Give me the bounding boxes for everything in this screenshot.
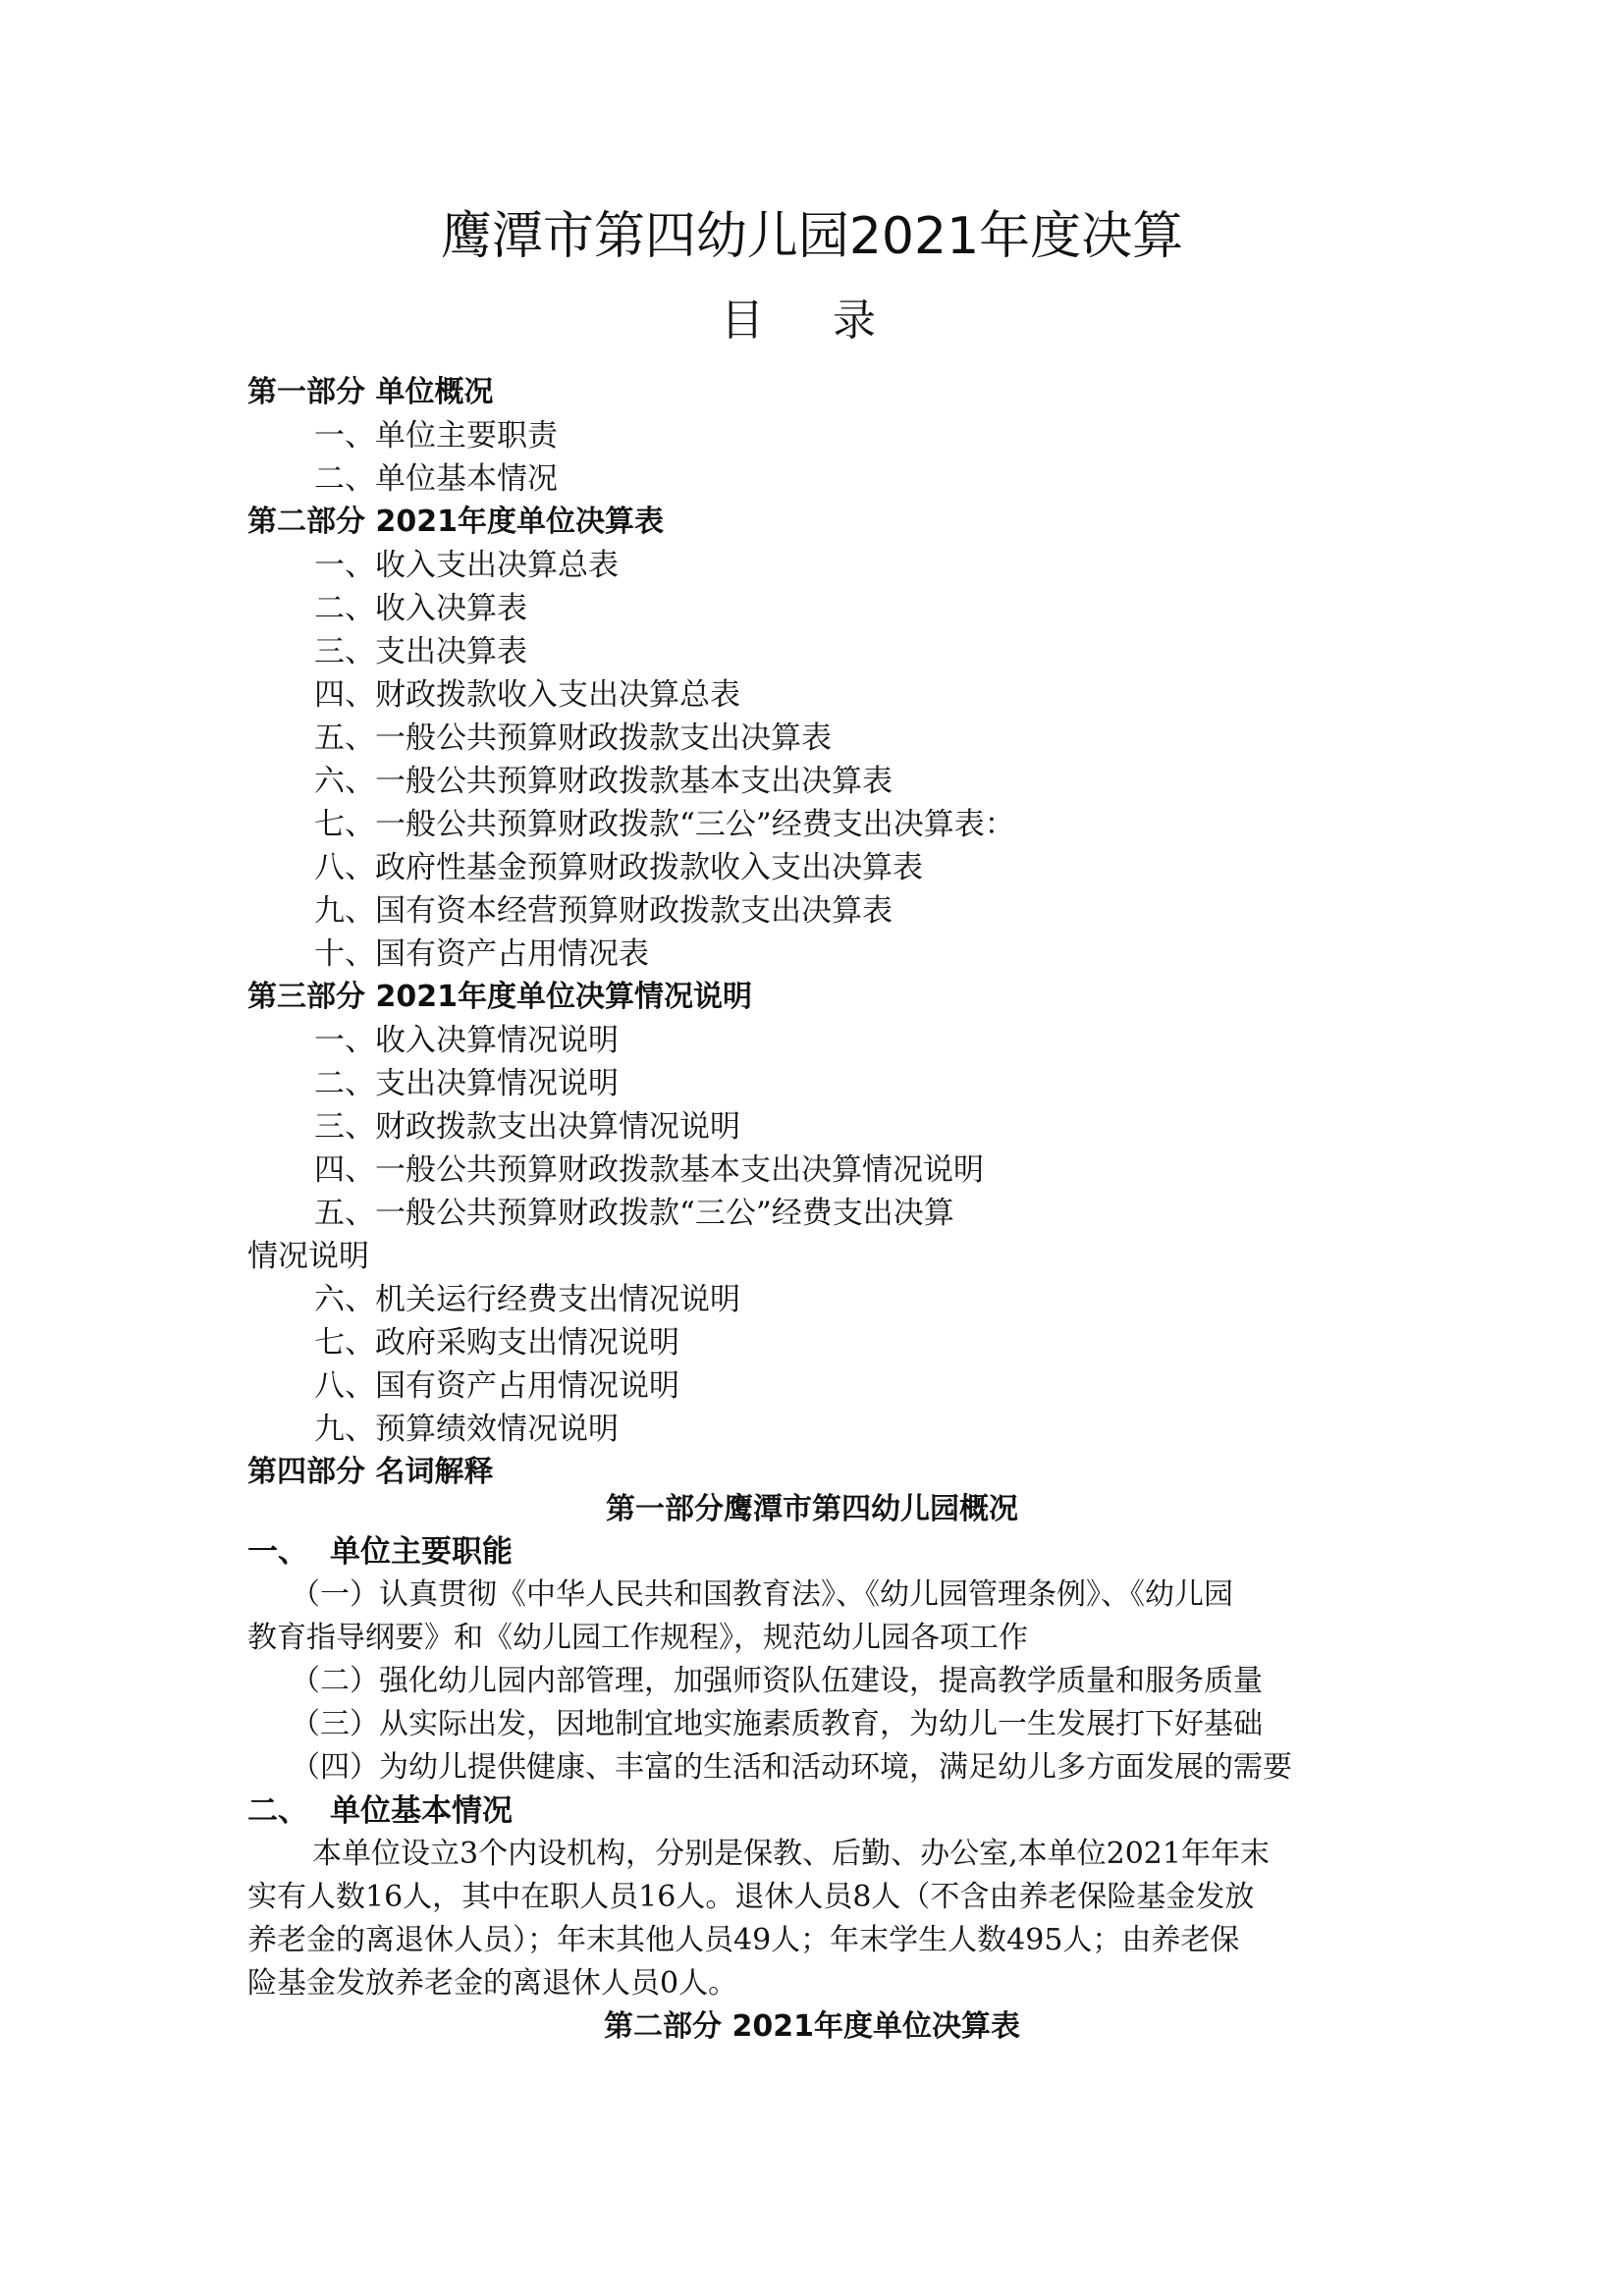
toc-item: 二、支出决算情况说明 bbox=[314, 1066, 619, 1101]
toc-item: 一、收入决算情况说明 bbox=[314, 1023, 619, 1058]
duty-line: （三）从实际出发，因地制宜地实施素质教育，为幼儿一生发展打下好基础 bbox=[291, 1707, 1263, 1741]
toc-item: 八、国有资产占用情况说明 bbox=[314, 1368, 679, 1404]
duties-paragraph bbox=[247, 1574, 1386, 1789]
toc-item: 七、一般公共预算财政拨款“三公”经费支出决算表： bbox=[314, 807, 1015, 842]
table-of-contents bbox=[247, 371, 1426, 1494]
toc-item: 六、一般公共预算财政拨款基本支出决算表 bbox=[314, 764, 893, 799]
toc-item: 九、国有资本经营预算财政拨款支出决算表 bbox=[314, 893, 893, 929]
duty-line: （四）为幼儿提供健康、丰富的生活和活动环境，满足幼儿多方面发展的需要 bbox=[291, 1750, 1292, 1785]
toc-item: 十、国有资产占用情况表 bbox=[314, 936, 649, 972]
toc-item: 五、一般公共预算财政拨款“三公”经费支出决算 bbox=[314, 1196, 954, 1231]
toc-part-heading: 第一部分 单位概况 bbox=[247, 375, 494, 409]
basic-info-line: 实有人数16人，其中在职人员16人。退休人员8人（不含由养老保险基金发放 bbox=[247, 1880, 1255, 1914]
duty-line: （一）认真贯彻《中华人民共和国教育法》、《幼儿园管理条例》、《幼儿园 bbox=[291, 1577, 1233, 1612]
toc-item: 二、单位基本情况 bbox=[314, 461, 558, 497]
toc-item: 五、一般公共预算财政拨款支出决算表 bbox=[314, 721, 832, 756]
duty-line: 教育指导纲要》和《幼儿园工作规程》，规范幼儿园各项工作 bbox=[247, 1621, 1028, 1655]
toc-item: 七、政府采购支出情况说明 bbox=[314, 1325, 679, 1361]
toc-item: 三、支出决算表 bbox=[314, 634, 527, 669]
toc-part-heading: 第三部分 2021年度单位决算情况说明 bbox=[247, 980, 752, 1014]
document-title: 鹰潭市第四幼儿园2021年度决算 bbox=[440, 207, 1184, 266]
basic-info-line: 养老金的离退休人员）；年末其他人员49人；年末学生人数495人；由养老保 bbox=[247, 1923, 1240, 1957]
basic-info-line: 本单位设立3个内设机构，分别是保教、后勤、办公室,本单位2021年年末 bbox=[312, 1837, 1270, 1871]
toc-item: 九、预算绩效情况说明 bbox=[314, 1412, 619, 1447]
basic-info-line: 险基金发放养老金的离退休人员0人。 bbox=[247, 1966, 738, 2001]
heading-unit-duties bbox=[247, 1530, 513, 1574]
toc-item: 四、一般公共预算财政拨款基本支出决算情况说明 bbox=[314, 1152, 984, 1188]
duty-line: （二）强化幼儿园内部管理，加强师资队伍建设，提高教学质量和服务质量 bbox=[291, 1664, 1263, 1698]
toc-item: 三、财政拨款支出决算情况说明 bbox=[314, 1109, 740, 1145]
toc-part-heading: 第二部分 2021年度单位决算表 bbox=[247, 505, 664, 539]
toc-item: 四、财政拨款收入支出决算总表 bbox=[314, 677, 740, 713]
heading-number: 二、 bbox=[247, 1793, 308, 1829]
toc-item: 情况说明 bbox=[247, 1239, 369, 1274]
basic-info-paragraph bbox=[247, 1833, 1386, 2005]
toc-item: 一、单位主要职责 bbox=[314, 418, 558, 454]
toc-item: 六、机关运行经费支出情况说明 bbox=[314, 1282, 740, 1317]
section-title-part2: 第二部分 2021年度单位决算表 bbox=[604, 2009, 1020, 2044]
toc-title: 目 录 bbox=[721, 295, 903, 346]
section-title-part1: 第一部分鹰潭市第四幼儿园概况 bbox=[606, 1492, 1018, 1526]
heading-text: 单位主要职能 bbox=[330, 1534, 513, 1570]
toc-item: 一、收入支出决算总表 bbox=[314, 548, 619, 583]
toc-part-heading: 第四部分 名词解释 bbox=[247, 1455, 494, 1489]
heading-number: 一、 bbox=[247, 1534, 308, 1570]
toc-item: 八、政府性基金预算财政拨款收入支出决算表 bbox=[314, 850, 923, 885]
toc-item: 二、收入决算表 bbox=[314, 591, 527, 626]
heading-text: 单位基本情况 bbox=[330, 1793, 513, 1829]
heading-basic-info bbox=[247, 1789, 513, 1833]
